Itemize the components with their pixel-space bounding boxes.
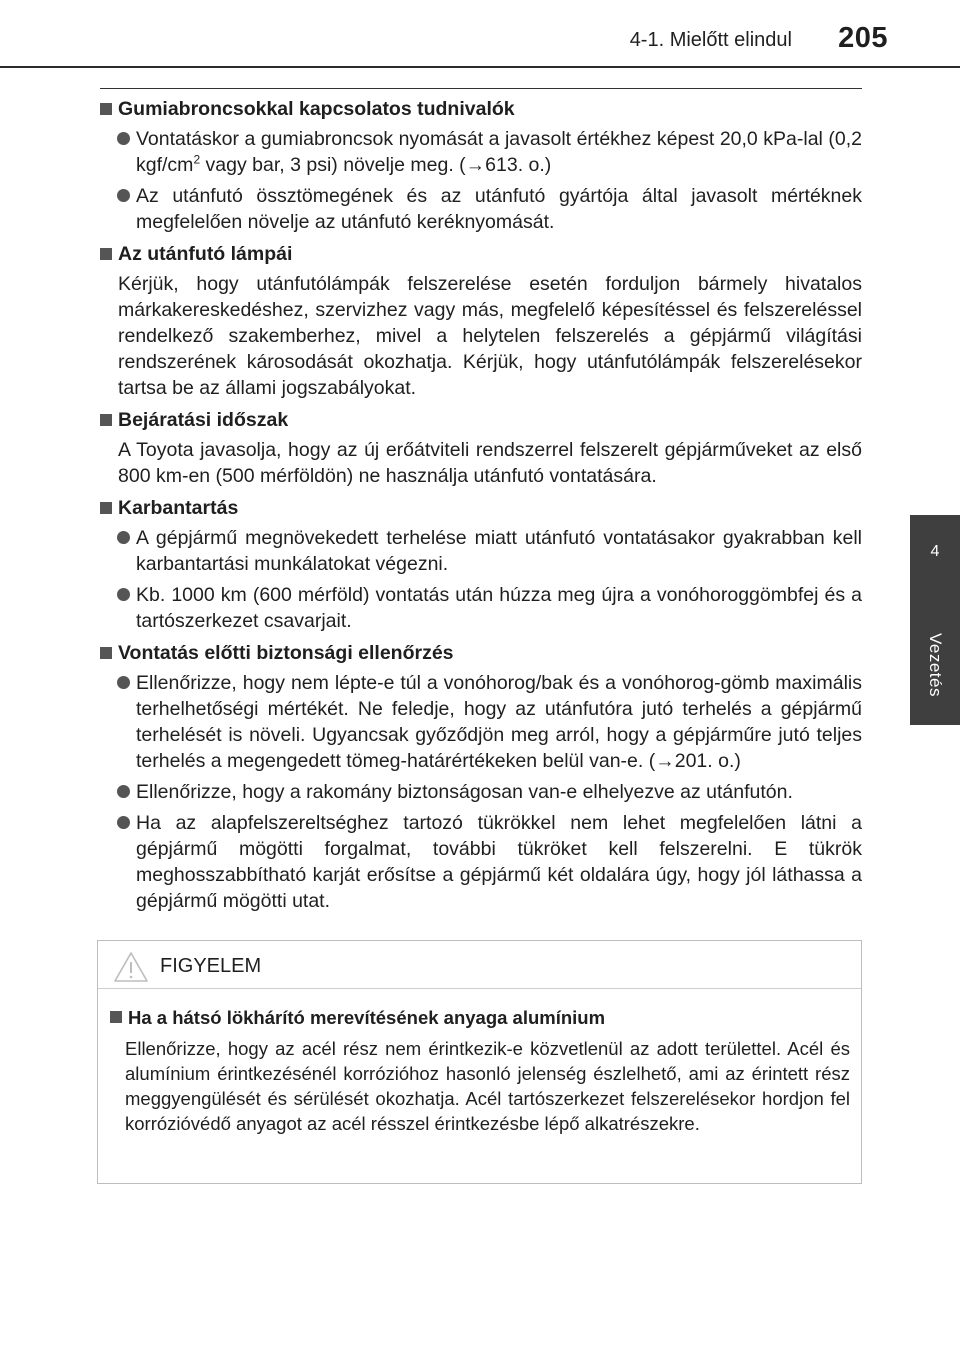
- section-paragraph: Kérjük, hogy utánfutólámpák felszerelése esetén forduljon bármely hivatalos márkakereskedéshez, szervizhez vagy más, megfelelő képesítéssel és felszereléssel rendelkező szakemberhez, mivel a helytelen felszerelés a gépjármű világítási rendszerének károsodását okozhatja. Kérjük, hogy utánfutólámpák felszerelésekor tartsa be az állami jogszabályokat.: [118, 273, 862, 399]
- bullet-item: Ellenőrizze, hogy nem lépte-e túl a vonóhorog/bak és a vonóhorog-gömb maximális terhelhetőségi mértékét. Ne feledje, hogy az utánfutóra jutó terhelés a gépjármű terhelését is növeli. Ugyancsak győződjön meg arról, hogy a gépjárműre jutó teljes terhelés a megengedett tömeg-határértékeken belül van-e. (→201. o.): [100, 670, 862, 774]
- section-heading: Az utánfutó lámpái: [118, 243, 293, 265]
- warning-heading: Ha a hátsó lökhárító merevítésének anyaga alumínium: [128, 1007, 606, 1028]
- round-bullet-icon: [117, 785, 130, 798]
- main-content: [100, 96, 862, 920]
- round-bullet-icon: [117, 816, 130, 829]
- warning-body: [110, 1005, 850, 1141]
- section-tire-info: [100, 96, 862, 235]
- section-heading: Bejáratási időszak: [118, 409, 289, 431]
- square-bullet-icon: [100, 414, 112, 426]
- page-header: [97, 0, 960, 68]
- square-bullet-icon: [100, 502, 112, 514]
- bullet-item: Az utánfutó össztömegének és az utánfutó gyártója által javasolt mértéknek megfelelően növelje az utánfutó keréknyomását.: [100, 183, 862, 235]
- chapter-label: Vezetés: [926, 633, 945, 697]
- warning-title: FIGYELEM: [160, 955, 262, 977]
- bullet-item: Ellenőrizze, hogy a rakomány biztonságosan van-e elhelyezve az utánfutón.: [100, 779, 862, 805]
- header-left-strip: [0, 0, 97, 68]
- round-bullet-icon: [117, 588, 130, 601]
- section-heading: Gumiabroncsokkal kapcsolatos tudnivalók: [118, 98, 515, 120]
- warning-header: [98, 941, 861, 989]
- square-bullet-icon: [100, 647, 112, 659]
- section-paragraph: A Toyota javasolja, hogy az új erőátviteli rendszerrel felszerelt gépjárműveket az első 800 km-en (500 mérföldön) ne használja utánfutó vontatására.: [118, 439, 862, 487]
- square-bullet-icon: [100, 248, 112, 260]
- chapter-tab[interactable]: [910, 515, 960, 725]
- round-bullet-icon: [117, 132, 130, 145]
- section-heading: Karbantartás: [118, 497, 239, 519]
- section-safety-check: [100, 640, 862, 914]
- round-bullet-icon: [117, 531, 130, 544]
- page-number: 205: [838, 22, 888, 54]
- square-bullet-icon: [100, 103, 112, 115]
- bullet-item: A gépjármű megnövekedett terhelése miatt utánfutó vontatásakor gyakrabban kell karbantartási munkálatokat végezni.: [100, 525, 862, 577]
- bullet-item: Kb. 1000 km (600 mérföld) vontatás után húzza meg újra a vonóhoroggömbfej és a tartószerkezet csavarjait.: [100, 582, 862, 634]
- section-title: 4-1. Mielőtt elindul: [629, 29, 792, 51]
- bullet-item: Vontatáskor a gumiabroncsok nyomását a javasolt értékhez képest 20,0 kPa-lal (0,2 kgf/$cm^2$ vagy bar, 3 psi) növelje meg. (→613. o.): [100, 126, 862, 178]
- round-bullet-icon: [117, 189, 130, 202]
- content-top-rule: [100, 88, 862, 89]
- warning-triangle-icon: [113, 951, 149, 983]
- round-bullet-icon: [117, 676, 130, 689]
- section-heading: Vontatás előtti biztonsági ellenőrzés: [118, 642, 454, 664]
- bullet-item: Ha az alapfelszereltséghez tartozó tükrökkel nem lehet megfelelően látni a gépjármű mögötti forgalmat, további tükröket kell felszerelni. E tükrök meghosszabbítható karját erősítse a gépjármű két oldalára úgy, hogy jól láthassa a gépjármű mögötti utat.: [100, 810, 862, 914]
- square-bullet-icon: [110, 1011, 122, 1023]
- section-maintenance: [100, 495, 862, 634]
- warning-text: Ellenőrizze, hogy az acél rész nem érintkezik-e közvetlenül az adott területtel. Acél és alumínium érintkezésénél korrózióhoz hasonló jelenség észlelhető, ami az érintett rész meggyengülését és sérülését okozhatja. Acél tartószerkezet felszerelésekor hordjon fel korrózióvédő anyagot az acél résszel érintkezésbe lépő alkatrészekre.: [125, 1038, 850, 1134]
- warning-box: [97, 940, 862, 1184]
- section-break-in: [100, 407, 862, 489]
- chapter-number: 4: [930, 543, 940, 560]
- section-trailer-lights: [100, 241, 862, 401]
